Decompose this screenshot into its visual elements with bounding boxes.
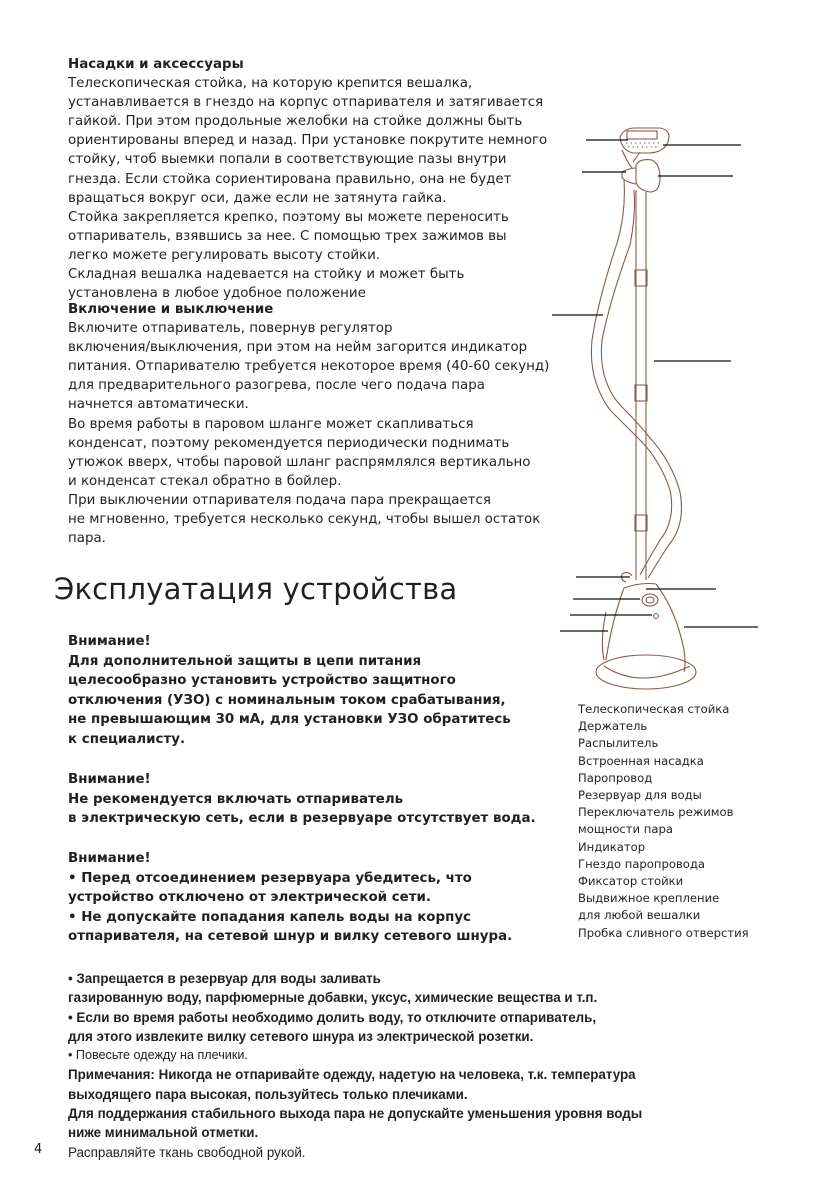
leader-lines [552, 140, 758, 631]
warning-line: • Не допускайте попадания капель воды на корпус [68, 909, 471, 925]
legend-item: Распылитель [578, 736, 659, 751]
steamer-outline [591, 128, 696, 689]
text-line: питания. Отпаривателю требуется некоторое время (40-60 секунд) [68, 359, 550, 375]
parts-legend [578, 701, 749, 942]
section-power [68, 300, 549, 548]
note-line: для этого извлеките вилку сетевого шнура из электрической розетки. [68, 1028, 534, 1044]
warning-line: Для дополнительной защиты в цепи питания [68, 653, 422, 669]
note-line: выходящего пара высокая, пользуйтесь только плечиками. [68, 1086, 468, 1102]
note-line: • Запрещается в резервуар для воды заливать [68, 971, 381, 986]
warning-heading: Внимание! [68, 851, 151, 866]
text-line: начнется автоматически. [68, 397, 249, 413]
legend-item: Телескопическая стойка [578, 702, 730, 716]
usage-notes [68, 969, 642, 1162]
legend-item: Пробка сливного отверстия [578, 925, 749, 940]
warning-line: отпаривателя, на сетевой шнур и вилку сетевого шнура. [68, 929, 513, 945]
warning-line: отключения (УЗО) с номинальным током срабатывания, [68, 692, 506, 708]
warning-no-water [68, 770, 536, 829]
section-heading: Включение и выключение [68, 302, 274, 317]
legend-item: Фиксатор стойки [578, 874, 684, 889]
text-line: При выключении отпаривателя подача пара прекращается [68, 492, 491, 508]
text-line: легко можете регулировать высоту стойки. [68, 247, 381, 263]
legend-item: Паропровод [578, 770, 653, 785]
text-line: для предварительного разогрева, после чего подача пара [68, 378, 485, 394]
steamer-diagram [550, 110, 770, 700]
page-number: 4 [34, 1142, 43, 1157]
text-line: утюжок вверх, чтобы паровой шланг распрямлялся вертикально [68, 454, 531, 470]
text-line: конденсат, поэтому рекомендуется периодически поднимать [68, 435, 510, 451]
warning-line: устройство отключено от электрической сети. [68, 890, 431, 906]
warning-heading: Внимание! [68, 772, 151, 787]
note-line: • Повесьте одежду на плечики. [68, 1048, 248, 1063]
text-line: Телескопическая стойка, на которую крепится вешалка, [68, 76, 473, 92]
note-line: Расправляйте ткань свободной рукой. [68, 1144, 306, 1160]
section-attachments [68, 55, 547, 303]
legend-item: Резервуар для воды [578, 788, 702, 803]
text-line: Во время работы в паровом шланге может скапливаться [68, 416, 474, 432]
note-line: газированную воду, парфюмерные добавки, уксус, химические вещества и т.п. [68, 990, 598, 1006]
legend-item: Гнездо паропровода [578, 856, 705, 871]
note-line: Примечания: Никогда не отпаривайте одежду, надетую на человека, т.к. температура [68, 1067, 636, 1083]
section-heading: Насадки и аксессуары [68, 57, 244, 72]
text-line: вращаться вокруг оси, даже если не затянута гайка. [68, 190, 447, 206]
legend-item: Держатель [578, 719, 648, 734]
text-line: гнезда. Если стойка сориентирована правильно, она не будет [68, 171, 512, 187]
warning-line: целесообразно установить устройство защитного [68, 673, 456, 689]
note-line: Для поддержания стабильного выхода пара не допускайте уменьшения уровня воды [68, 1106, 643, 1122]
warning-line: • Перед отсоединением резервуара убедитесь, что [68, 870, 472, 886]
legend-item: Индикатор [578, 839, 646, 854]
text-line: Включите отпариватель, повернув регулятор [68, 321, 393, 337]
legend-item: мощности пара [578, 822, 673, 837]
text-line: включения/выключения, при этом на нейм загорится индикатор [68, 340, 528, 356]
text-line: не мгновенно, требуется несколько секунд, чтобы вышел остаток [68, 512, 541, 528]
warning-line: к специалисту. [68, 731, 186, 747]
note-line: ниже минимальной отметки. [68, 1125, 259, 1141]
text-line: Стойка закрепляется крепко, поэтому вы можете переносить [68, 209, 509, 225]
warning-line: Не рекомендуется включать отпариватель [68, 791, 404, 807]
warning-heading: Внимание! [68, 634, 151, 649]
page-title: Эксплуатация устройства [54, 572, 458, 606]
text-line: стойку, чтоб выемки попали в соответствующие пазы внутри [68, 152, 507, 168]
warning-line: не превышающим 30 мА, для установки УЗО обратитесь [68, 712, 511, 728]
note-line: • Если во время работы необходимо долить воду, то отключите отпариватель, [68, 1009, 597, 1025]
legend-item: Встроенная насадка [578, 753, 704, 768]
text-line: пара. [68, 531, 106, 547]
text-line: устанавливается в гнездо на корпус отпаривателя и затягивается [68, 95, 544, 111]
legend-item: Переключатель режимов [578, 805, 734, 820]
warning-line: в электрическую сеть, если в резервуаре отсутствует вода. [68, 811, 536, 827]
legend-item: для любой вешалки [578, 908, 701, 923]
text-line: гайкой. При этом продольные желобки на стойке должны быть [68, 114, 523, 130]
text-line: отпариватель, взявшись за нее. С помощью трех зажимов вы [68, 228, 507, 244]
warning-rcd [68, 632, 511, 750]
text-line: установлена в любое удобное положение [68, 286, 366, 302]
text-line: Складная вешалка надевается на стойку и может быть [68, 267, 465, 283]
warning-reservoir [68, 849, 512, 947]
text-line: ориентированы вперед и назад. При установке покрутите немного [68, 133, 548, 149]
legend-item: Выдвижное крепление [578, 891, 720, 906]
text-line: и конденсат стекал обратно в бойлер. [68, 473, 342, 489]
